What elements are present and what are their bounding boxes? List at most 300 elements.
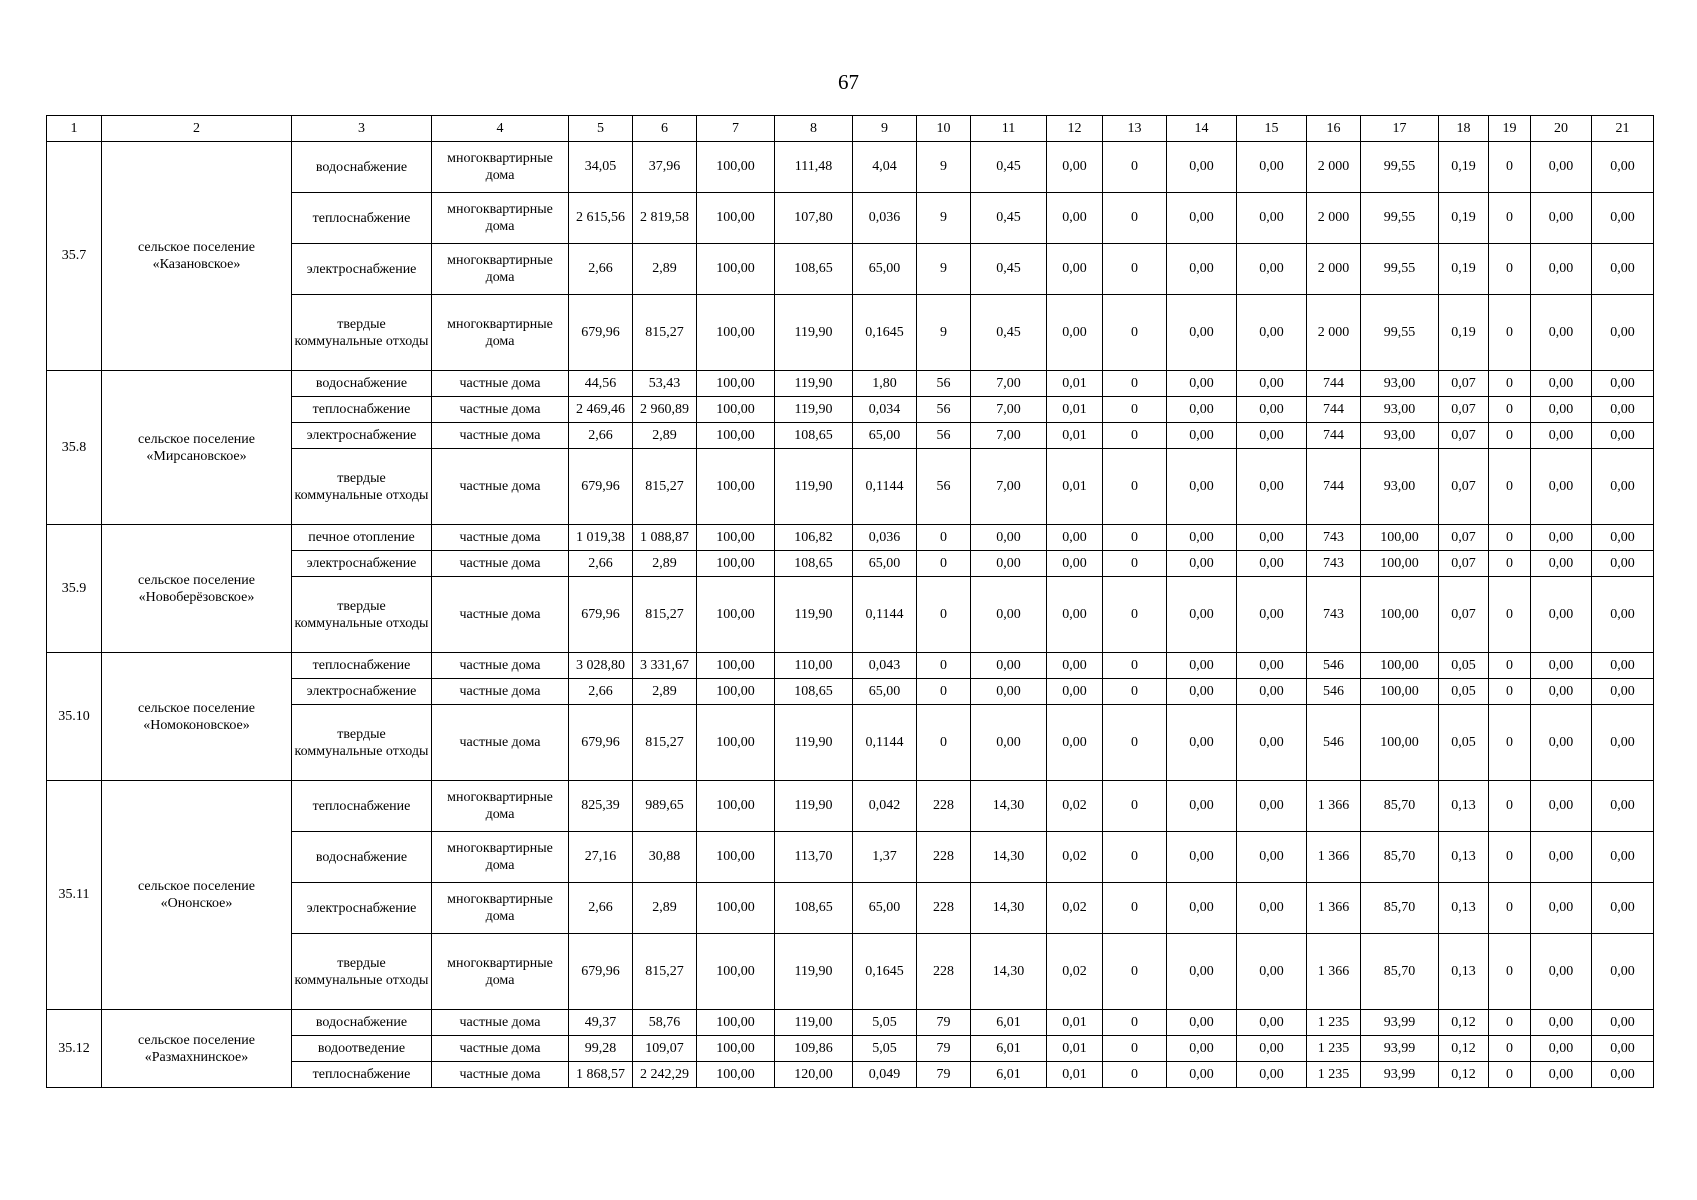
value-cell: 79: [917, 1010, 971, 1036]
value-cell: 1 235: [1307, 1062, 1361, 1088]
value-cell: 0,043: [853, 653, 917, 679]
value-cell: 0,02: [1047, 934, 1103, 1010]
value-cell: 0,00: [1237, 423, 1307, 449]
value-cell: 0,00: [1237, 449, 1307, 525]
value-cell: 100,00: [697, 193, 775, 244]
value-cell: 0,02: [1047, 781, 1103, 832]
value-cell: 99,55: [1361, 193, 1439, 244]
value-cell: 99,28: [569, 1036, 633, 1062]
value-cell: 0: [1103, 705, 1167, 781]
value-cell: 119,90: [775, 781, 853, 832]
value-cell: 0,00: [1237, 934, 1307, 1010]
value-cell: 0,00: [1531, 193, 1592, 244]
value-cell: 119,90: [775, 397, 853, 423]
value-cell: 100,00: [697, 653, 775, 679]
value-cell: 0: [1489, 551, 1531, 577]
value-cell: 3 331,67: [633, 653, 697, 679]
value-cell: 100,00: [1361, 577, 1439, 653]
value-cell: 9: [917, 142, 971, 193]
value-cell: 0: [1489, 142, 1531, 193]
value-cell: 0,00: [1237, 653, 1307, 679]
housing-type-cell: многоквартирные дома: [432, 832, 569, 883]
value-cell: 0,00: [1237, 525, 1307, 551]
value-cell: 0: [1103, 653, 1167, 679]
value-cell: 0,07: [1439, 371, 1489, 397]
value-cell: 53,43: [633, 371, 697, 397]
column-number-cell: 8: [775, 116, 853, 142]
value-cell: 0,049: [853, 1062, 917, 1088]
value-cell: 1 366: [1307, 934, 1361, 1010]
value-cell: 0,00: [1531, 142, 1592, 193]
value-cell: 744: [1307, 397, 1361, 423]
value-cell: 1 868,57: [569, 1062, 633, 1088]
value-cell: 0,00: [1592, 397, 1654, 423]
value-cell: 1 088,87: [633, 525, 697, 551]
value-cell: 0: [1489, 295, 1531, 371]
value-cell: 93,99: [1361, 1010, 1439, 1036]
value-cell: 228: [917, 832, 971, 883]
value-cell: 0: [1103, 193, 1167, 244]
value-cell: 0: [917, 525, 971, 551]
value-cell: 0: [1103, 679, 1167, 705]
value-cell: 815,27: [633, 449, 697, 525]
housing-type-cell: частные дома: [432, 525, 569, 551]
value-cell: 0,00: [1167, 244, 1237, 295]
value-cell: 2,66: [569, 883, 633, 934]
value-cell: 0: [1489, 832, 1531, 883]
value-cell: 2 000: [1307, 142, 1361, 193]
value-cell: 100,00: [697, 934, 775, 1010]
value-cell: 2 469,46: [569, 397, 633, 423]
value-cell: 0: [1489, 1062, 1531, 1088]
column-number-cell: 21: [1592, 116, 1654, 142]
service-type-cell: теплоснабжение: [292, 397, 432, 423]
value-cell: 93,00: [1361, 449, 1439, 525]
column-number-cell: 13: [1103, 116, 1167, 142]
value-cell: 546: [1307, 705, 1361, 781]
group-number-cell: 35.11: [47, 781, 102, 1010]
value-cell: 0,00: [1592, 371, 1654, 397]
housing-type-cell: многоквартирные дома: [432, 781, 569, 832]
value-cell: 0: [917, 653, 971, 679]
value-cell: 2,89: [633, 244, 697, 295]
value-cell: 0,00: [1167, 1036, 1237, 1062]
value-cell: 0,00: [971, 577, 1047, 653]
value-cell: 0,00: [1531, 1036, 1592, 1062]
value-cell: 93,99: [1361, 1036, 1439, 1062]
value-cell: 0,00: [1592, 551, 1654, 577]
value-cell: 0,042: [853, 781, 917, 832]
service-type-cell: водоснабжение: [292, 142, 432, 193]
value-cell: 0: [1489, 244, 1531, 295]
value-cell: 0,00: [971, 551, 1047, 577]
value-cell: 37,96: [633, 142, 697, 193]
column-number-cell: 2: [102, 116, 292, 142]
value-cell: 0,00: [1592, 1036, 1654, 1062]
value-cell: 0,00: [1592, 193, 1654, 244]
column-number-cell: 19: [1489, 116, 1531, 142]
value-cell: 0,00: [1531, 679, 1592, 705]
value-cell: 106,82: [775, 525, 853, 551]
value-cell: 2 242,29: [633, 1062, 697, 1088]
value-cell: 0,13: [1439, 832, 1489, 883]
value-cell: 1,80: [853, 371, 917, 397]
value-cell: 0,1645: [853, 295, 917, 371]
value-cell: 7,00: [971, 449, 1047, 525]
value-cell: 0,00: [1237, 193, 1307, 244]
value-cell: 6,01: [971, 1010, 1047, 1036]
value-cell: 0,00: [1531, 1010, 1592, 1036]
value-cell: 0,00: [1531, 1062, 1592, 1088]
value-cell: 0,07: [1439, 423, 1489, 449]
value-cell: 0,1144: [853, 705, 917, 781]
value-cell: 0: [1489, 934, 1531, 1010]
value-cell: 0,00: [1047, 142, 1103, 193]
value-cell: 0,00: [1167, 551, 1237, 577]
value-cell: 85,70: [1361, 883, 1439, 934]
value-cell: 0,00: [1047, 577, 1103, 653]
settlement-name-cell: сельское поселение «Мирсановское»: [102, 371, 292, 525]
value-cell: 0: [1103, 832, 1167, 883]
value-cell: 100,00: [1361, 551, 1439, 577]
value-cell: 119,90: [775, 705, 853, 781]
service-type-cell: твердые коммунальные отходы: [292, 449, 432, 525]
value-cell: 7,00: [971, 423, 1047, 449]
value-cell: 65,00: [853, 423, 917, 449]
value-cell: 0: [1103, 423, 1167, 449]
value-cell: 0,00: [1531, 525, 1592, 551]
value-cell: 93,00: [1361, 397, 1439, 423]
value-cell: 0,1645: [853, 934, 917, 1010]
value-cell: 0,19: [1439, 142, 1489, 193]
value-cell: 0,00: [971, 705, 1047, 781]
value-cell: 6,01: [971, 1036, 1047, 1062]
service-type-cell: теплоснабжение: [292, 781, 432, 832]
column-number-cell: 5: [569, 116, 633, 142]
housing-type-cell: частные дома: [432, 679, 569, 705]
value-cell: 0,00: [1167, 781, 1237, 832]
value-cell: 0,01: [1047, 1010, 1103, 1036]
value-cell: 0,01: [1047, 397, 1103, 423]
value-cell: 0: [1103, 295, 1167, 371]
value-cell: 49,37: [569, 1010, 633, 1036]
settlement-name-cell: сельское поселение «Ононское»: [102, 781, 292, 1010]
value-cell: 0,00: [1237, 244, 1307, 295]
value-cell: 100,00: [697, 295, 775, 371]
value-cell: 0,00: [1592, 653, 1654, 679]
value-cell: 0: [1489, 423, 1531, 449]
value-cell: 0,00: [1531, 832, 1592, 883]
value-cell: 0,07: [1439, 551, 1489, 577]
value-cell: 1 366: [1307, 832, 1361, 883]
value-cell: 100,00: [697, 705, 775, 781]
table-row: [47, 142, 1654, 193]
value-cell: 2,66: [569, 423, 633, 449]
value-cell: 0,00: [1237, 781, 1307, 832]
value-cell: 0,036: [853, 193, 917, 244]
value-cell: 0,00: [1592, 883, 1654, 934]
value-cell: 100,00: [697, 423, 775, 449]
value-cell: 65,00: [853, 244, 917, 295]
column-number-cell: 12: [1047, 116, 1103, 142]
value-cell: 99,55: [1361, 244, 1439, 295]
value-cell: 0,00: [1167, 449, 1237, 525]
value-cell: 0,07: [1439, 397, 1489, 423]
value-cell: 0: [1103, 397, 1167, 423]
housing-type-cell: частные дома: [432, 705, 569, 781]
value-cell: 815,27: [633, 705, 697, 781]
value-cell: 0,00: [1531, 781, 1592, 832]
value-cell: 0,00: [1531, 653, 1592, 679]
value-cell: 1 366: [1307, 883, 1361, 934]
table-row: [47, 781, 1654, 832]
value-cell: 0: [1489, 653, 1531, 679]
value-cell: 58,76: [633, 1010, 697, 1036]
value-cell: 679,96: [569, 705, 633, 781]
value-cell: 0,00: [1592, 423, 1654, 449]
table-row: [47, 1010, 1654, 1036]
value-cell: 0,00: [1237, 883, 1307, 934]
value-cell: 0,00: [1167, 193, 1237, 244]
column-number-cell: 3: [292, 116, 432, 142]
service-type-cell: электроснабжение: [292, 883, 432, 934]
value-cell: 0: [1103, 371, 1167, 397]
value-cell: 0,19: [1439, 244, 1489, 295]
value-cell: 0,00: [1531, 449, 1592, 525]
value-cell: 0,00: [1237, 1036, 1307, 1062]
value-cell: 14,30: [971, 832, 1047, 883]
value-cell: 4,04: [853, 142, 917, 193]
value-cell: 0: [1489, 883, 1531, 934]
value-cell: 0: [1103, 244, 1167, 295]
service-type-cell: электроснабжение: [292, 244, 432, 295]
value-cell: 0: [1489, 449, 1531, 525]
value-cell: 0,00: [1237, 705, 1307, 781]
value-cell: 100,00: [697, 244, 775, 295]
value-cell: 2 819,58: [633, 193, 697, 244]
value-cell: 815,27: [633, 577, 697, 653]
value-cell: 0,00: [1167, 295, 1237, 371]
value-cell: 27,16: [569, 832, 633, 883]
value-cell: 119,00: [775, 1010, 853, 1036]
value-cell: 0,00: [1592, 832, 1654, 883]
value-cell: 3 028,80: [569, 653, 633, 679]
column-number-cell: 18: [1439, 116, 1489, 142]
value-cell: 100,00: [697, 525, 775, 551]
value-cell: 0: [1489, 193, 1531, 244]
value-cell: 99,55: [1361, 142, 1439, 193]
value-cell: 0,00: [1592, 705, 1654, 781]
value-cell: 109,07: [633, 1036, 697, 1062]
value-cell: 65,00: [853, 679, 917, 705]
value-cell: 0: [1103, 449, 1167, 525]
value-cell: 0,00: [1237, 397, 1307, 423]
value-cell: 93,99: [1361, 1062, 1439, 1088]
value-cell: 0,00: [971, 653, 1047, 679]
value-cell: 0,00: [1531, 705, 1592, 781]
value-cell: 108,65: [775, 679, 853, 705]
value-cell: 679,96: [569, 449, 633, 525]
value-cell: 743: [1307, 525, 1361, 551]
value-cell: 228: [917, 883, 971, 934]
housing-type-cell: частные дома: [432, 423, 569, 449]
value-cell: 5,05: [853, 1036, 917, 1062]
settlement-name-cell: сельское поселение «Казановское»: [102, 142, 292, 371]
value-cell: 0,07: [1439, 525, 1489, 551]
housing-type-cell: частные дома: [432, 371, 569, 397]
value-cell: 100,00: [697, 577, 775, 653]
value-cell: 100,00: [697, 1036, 775, 1062]
value-cell: 56: [917, 449, 971, 525]
value-cell: 0,00: [1592, 449, 1654, 525]
value-cell: 0,00: [1167, 1010, 1237, 1036]
housing-type-cell: многоквартирные дома: [432, 142, 569, 193]
column-number-cell: 6: [633, 116, 697, 142]
column-number-cell: 14: [1167, 116, 1237, 142]
column-number-cell: 4: [432, 116, 569, 142]
value-cell: 0,02: [1047, 832, 1103, 883]
value-cell: 0: [1489, 577, 1531, 653]
value-cell: 0,01: [1047, 423, 1103, 449]
value-cell: 0,00: [1047, 705, 1103, 781]
column-number-cell: 17: [1361, 116, 1439, 142]
column-number-cell: 11: [971, 116, 1047, 142]
value-cell: 85,70: [1361, 781, 1439, 832]
value-cell: 0,12: [1439, 1062, 1489, 1088]
value-cell: 0,00: [1531, 883, 1592, 934]
housing-type-cell: частные дома: [432, 1036, 569, 1062]
value-cell: 65,00: [853, 551, 917, 577]
value-cell: 56: [917, 397, 971, 423]
value-cell: 6,01: [971, 1062, 1047, 1088]
value-cell: 0,01: [1047, 1062, 1103, 1088]
value-cell: 744: [1307, 371, 1361, 397]
value-cell: 0,13: [1439, 883, 1489, 934]
value-cell: 0: [1103, 551, 1167, 577]
value-cell: 56: [917, 423, 971, 449]
column-number-cell: 15: [1237, 116, 1307, 142]
group-number-cell: 35.8: [47, 371, 102, 525]
value-cell: 0,07: [1439, 449, 1489, 525]
value-cell: 0,00: [1237, 295, 1307, 371]
value-cell: 107,80: [775, 193, 853, 244]
value-cell: 0,45: [971, 142, 1047, 193]
value-cell: 228: [917, 934, 971, 1010]
group-number-cell: 35.10: [47, 653, 102, 781]
value-cell: 679,96: [569, 577, 633, 653]
value-cell: 0,00: [1047, 551, 1103, 577]
housing-type-cell: многоквартирные дома: [432, 883, 569, 934]
value-cell: 119,90: [775, 934, 853, 1010]
value-cell: 2 000: [1307, 193, 1361, 244]
service-type-cell: теплоснабжение: [292, 1062, 432, 1088]
value-cell: 100,00: [697, 1010, 775, 1036]
value-cell: 0,00: [1167, 525, 1237, 551]
table-row: [47, 525, 1654, 551]
value-cell: 100,00: [697, 883, 775, 934]
value-cell: 99,55: [1361, 295, 1439, 371]
table-row: [47, 371, 1654, 397]
value-cell: 1 019,38: [569, 525, 633, 551]
value-cell: 0,00: [971, 525, 1047, 551]
value-cell: 2 960,89: [633, 397, 697, 423]
value-cell: 0,00: [1237, 1010, 1307, 1036]
value-cell: 0,02: [1047, 883, 1103, 934]
value-cell: 120,00: [775, 1062, 853, 1088]
value-cell: 0,036: [853, 525, 917, 551]
value-cell: 79: [917, 1036, 971, 1062]
housing-type-cell: частные дома: [432, 551, 569, 577]
value-cell: 0,00: [1237, 1062, 1307, 1088]
value-cell: 0,00: [1592, 142, 1654, 193]
value-cell: 0,45: [971, 244, 1047, 295]
column-number-cell: 7: [697, 116, 775, 142]
value-cell: 0: [1103, 525, 1167, 551]
value-cell: 100,00: [697, 371, 775, 397]
value-cell: 0,00: [1592, 679, 1654, 705]
value-cell: 9: [917, 244, 971, 295]
value-cell: 989,65: [633, 781, 697, 832]
service-type-cell: теплоснабжение: [292, 653, 432, 679]
value-cell: 0,00: [1237, 371, 1307, 397]
value-cell: 0,01: [1047, 371, 1103, 397]
value-cell: 0,00: [1047, 525, 1103, 551]
value-cell: 0,00: [1237, 577, 1307, 653]
group-number-cell: 35.12: [47, 1010, 102, 1088]
value-cell: 0,00: [1047, 193, 1103, 244]
value-cell: 744: [1307, 423, 1361, 449]
value-cell: 0: [1103, 1062, 1167, 1088]
value-cell: 0: [917, 705, 971, 781]
value-cell: 100,00: [1361, 679, 1439, 705]
settlement-name-cell: сельское поселение «Номоконовское»: [102, 653, 292, 781]
value-cell: 0,1144: [853, 449, 917, 525]
value-cell: 108,65: [775, 423, 853, 449]
value-cell: 0,034: [853, 397, 917, 423]
value-cell: 0,01: [1047, 1036, 1103, 1062]
settlement-name-cell: сельское поселение «Размахнинское»: [102, 1010, 292, 1088]
value-cell: 14,30: [971, 934, 1047, 1010]
value-cell: 0,05: [1439, 679, 1489, 705]
value-cell: 100,00: [697, 1062, 775, 1088]
value-cell: 9: [917, 193, 971, 244]
value-cell: 9: [917, 295, 971, 371]
group-number-cell: 35.9: [47, 525, 102, 653]
value-cell: 0,00: [1592, 577, 1654, 653]
value-cell: 93,00: [1361, 371, 1439, 397]
value-cell: 0,00: [1531, 551, 1592, 577]
service-type-cell: водоснабжение: [292, 1010, 432, 1036]
value-cell: 0: [917, 577, 971, 653]
value-cell: 2,89: [633, 423, 697, 449]
value-cell: 0,07: [1439, 577, 1489, 653]
value-cell: 0: [1103, 1010, 1167, 1036]
value-cell: 79: [917, 1062, 971, 1088]
settlement-name-cell: сельское поселение «Новоберёзовское»: [102, 525, 292, 653]
value-cell: 2,89: [633, 883, 697, 934]
value-cell: 100,00: [697, 449, 775, 525]
value-cell: 1 235: [1307, 1036, 1361, 1062]
value-cell: 0,45: [971, 193, 1047, 244]
housing-type-cell: частные дома: [432, 653, 569, 679]
value-cell: 2 000: [1307, 295, 1361, 371]
value-cell: 0: [1489, 1010, 1531, 1036]
value-cell: 1 235: [1307, 1010, 1361, 1036]
value-cell: 2,66: [569, 551, 633, 577]
value-cell: 7,00: [971, 371, 1047, 397]
column-number-cell: 16: [1307, 116, 1361, 142]
value-cell: 0,19: [1439, 193, 1489, 244]
